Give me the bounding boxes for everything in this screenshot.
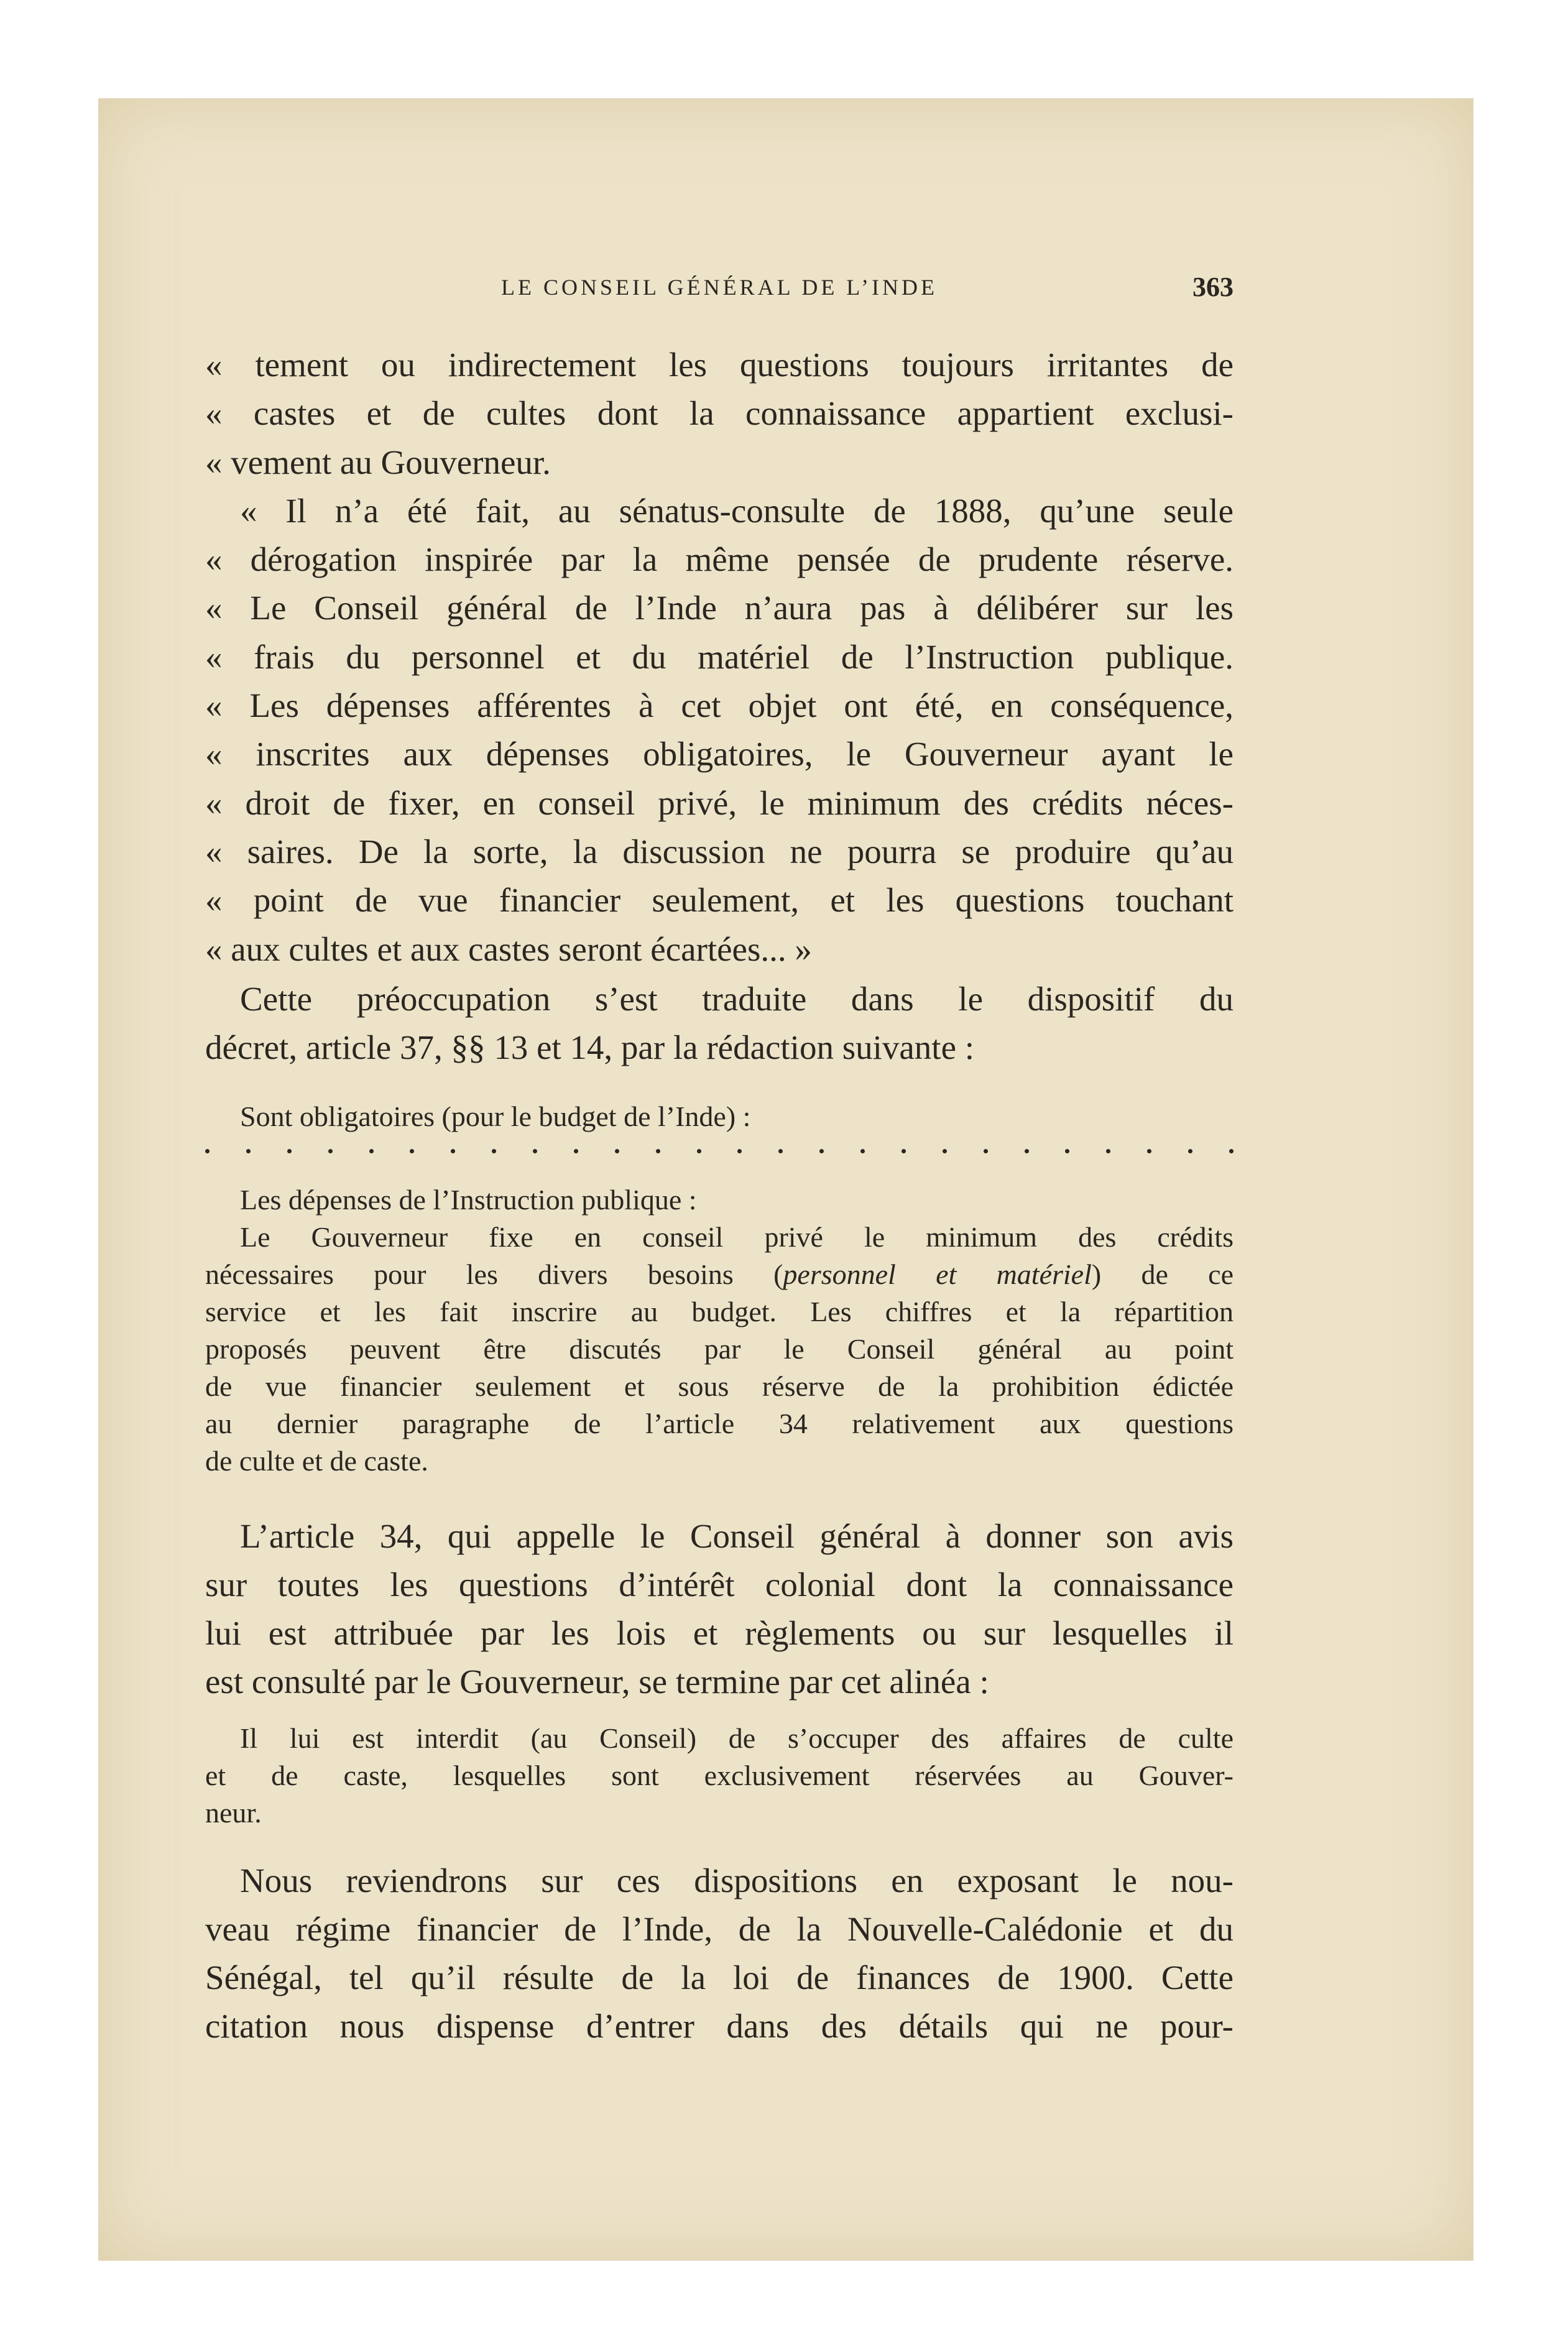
citation-subheading: Les dépenses de l’Instruction publique : bbox=[240, 1184, 697, 1216]
ellipsis-dot bbox=[492, 1149, 496, 1153]
paragraph-line: décret, article 37, §§ 13 et 14, par la rédaction suivante : bbox=[205, 1028, 975, 1066]
ellipsis-dot bbox=[1229, 1149, 1234, 1153]
citation-line: de vue financier seulement et sous réserve de la prohibition édictée bbox=[205, 1370, 1234, 1402]
ellipsis-dot bbox=[697, 1149, 701, 1153]
ellipsis-dot bbox=[574, 1149, 578, 1153]
quote-line: « frais du personnel et du matériel de l’Instruction publique. bbox=[205, 637, 1234, 676]
ellipsis-dot bbox=[860, 1149, 865, 1153]
paragraph-line: lui est attribuée par les lois et règlements ou sur lesquelles il bbox=[205, 1614, 1234, 1652]
ellipsis-dot bbox=[1188, 1149, 1192, 1153]
paragraph-line: Nous reviendrons sur ces dispositions en exposant le nou- bbox=[240, 1862, 1234, 1899]
ellipsis-dot bbox=[778, 1149, 783, 1153]
quote-line: « Le Conseil général de l’Inde n’aura pas à délibérer sur les bbox=[205, 589, 1234, 627]
page-header bbox=[205, 269, 1234, 306]
ellipsis-dot bbox=[410, 1149, 414, 1153]
ellipsis-dot bbox=[737, 1149, 742, 1153]
ellipsis-dot bbox=[328, 1149, 333, 1153]
citation-decree bbox=[205, 1181, 1234, 1480]
citation-line: de culte et de caste. bbox=[205, 1445, 428, 1477]
quote-line: « droit de fixer, en conseil privé, le minimum des crédits néces- bbox=[205, 783, 1234, 822]
quote-line: « point de vue financier seulement, et les questions touchant bbox=[205, 881, 1234, 920]
paragraph-line: sur toutes les questions d’intérêt colonial dont la connaissance bbox=[205, 1566, 1234, 1604]
running-title: LE CONSEIL GÉNÉRAL DE L’INDE bbox=[501, 275, 938, 300]
quote-line: « castes et de cultes dont la connaissance appartient exclusi- bbox=[205, 394, 1234, 433]
ellipsis-dot bbox=[615, 1149, 619, 1153]
italic-phrase: personnel et matériel bbox=[783, 1258, 1092, 1290]
paragraph-conclusion bbox=[205, 1857, 1234, 2051]
quoted-passage bbox=[205, 341, 1234, 974]
paragraph-line: citation nous dispense d’entrer dans des détails qui ne pour- bbox=[205, 2007, 1234, 2045]
citation-line: au dernier paragraphe de l’article 34 relativement aux questions bbox=[205, 1408, 1234, 1439]
ellipsis-dot bbox=[984, 1149, 988, 1153]
ellipsis-dot bbox=[533, 1149, 537, 1153]
ellipsis-dot bbox=[1025, 1149, 1029, 1153]
paragraph-article-34 bbox=[205, 1512, 1234, 1706]
citation-line: nécessaires pour les divers besoins (personnel et matériel) de ce bbox=[205, 1258, 1234, 1290]
quote-line: « vement au Gouverneur. bbox=[205, 443, 551, 481]
ellipsis-dot bbox=[205, 1149, 210, 1153]
ellipsis-dot bbox=[1147, 1149, 1151, 1153]
quote-line: « Les dépenses afférentes à cet objet ont été, en conséquence, bbox=[205, 686, 1234, 725]
ellipsis-dots-row bbox=[205, 1149, 1234, 1153]
ellipsis-dot bbox=[1106, 1149, 1110, 1153]
quote-line: « inscrites aux dépenses obligatoires, le Gouverneur ayant le bbox=[205, 735, 1234, 773]
citation-heading bbox=[205, 1098, 1234, 1135]
ellipsis-dot bbox=[1065, 1149, 1069, 1153]
citation-line: service et les fait inscrire au budget. Les chiffres et la répartition bbox=[205, 1296, 1234, 1327]
paragraph-line: L’article 34, qui appelle le Conseil général à donner son avis bbox=[240, 1517, 1234, 1555]
quote-line: « saires. De la sorte, la discussion ne pourra se produire qu’au bbox=[205, 832, 1234, 870]
ellipsis-dot bbox=[819, 1149, 824, 1153]
ellipsis-dot bbox=[246, 1149, 251, 1153]
paragraph-line: Sénégal, tel qu’il résulte de la loi de finances de 1900. Cette bbox=[205, 1959, 1234, 1996]
paragraph-line: veau régime financier de l’Inde, de la Nouvelle-Calédonie et du bbox=[205, 1910, 1234, 1948]
ellipsis-dot bbox=[656, 1149, 660, 1153]
citation-heading-text: Sont obligatoires (pour le budget de l’Inde) : bbox=[240, 1101, 751, 1132]
paragraph-line: est consulté par le Gouverneur, se termine par cet alinéa : bbox=[205, 1663, 989, 1701]
ellipsis-dot bbox=[902, 1149, 906, 1153]
citation-prohibition bbox=[205, 1720, 1234, 1832]
citation-line: neur. bbox=[205, 1797, 262, 1829]
citation-line: proposés peuvent être discutés par le Conseil général au point bbox=[205, 1333, 1234, 1365]
quote-line: « aux cultes et aux castes seront écartées... » bbox=[205, 930, 812, 968]
citation-line: Le Gouverneur fixe en conseil privé le minimum des crédits bbox=[240, 1221, 1234, 1253]
quote-line: « dérogation inspirée par la même pensée de prudente réserve. bbox=[205, 540, 1234, 579]
page-number: 363 bbox=[1192, 272, 1234, 302]
ellipsis-dot bbox=[943, 1149, 947, 1153]
citation-line: Il lui est interdit (au Conseil) de s’occuper des affaires de culte bbox=[240, 1722, 1234, 1754]
citation-line: et de caste, lesquelles sont exclusivement réservées au Gouver- bbox=[205, 1760, 1234, 1791]
paragraph-preoccupation bbox=[205, 975, 1234, 1072]
ellipsis-dot bbox=[287, 1149, 292, 1153]
ellipsis-dot bbox=[451, 1149, 455, 1153]
quote-line: « tement ou indirectement les questions toujours irritantes de bbox=[205, 346, 1234, 384]
paragraph-line: Cette préoccupation s’est traduite dans le dispositif du bbox=[240, 980, 1234, 1018]
ellipsis-dot bbox=[369, 1149, 374, 1153]
quote-line: « Il n’a été fait, au sénatus-consulte de 1888, qu’une seule bbox=[240, 491, 1234, 530]
